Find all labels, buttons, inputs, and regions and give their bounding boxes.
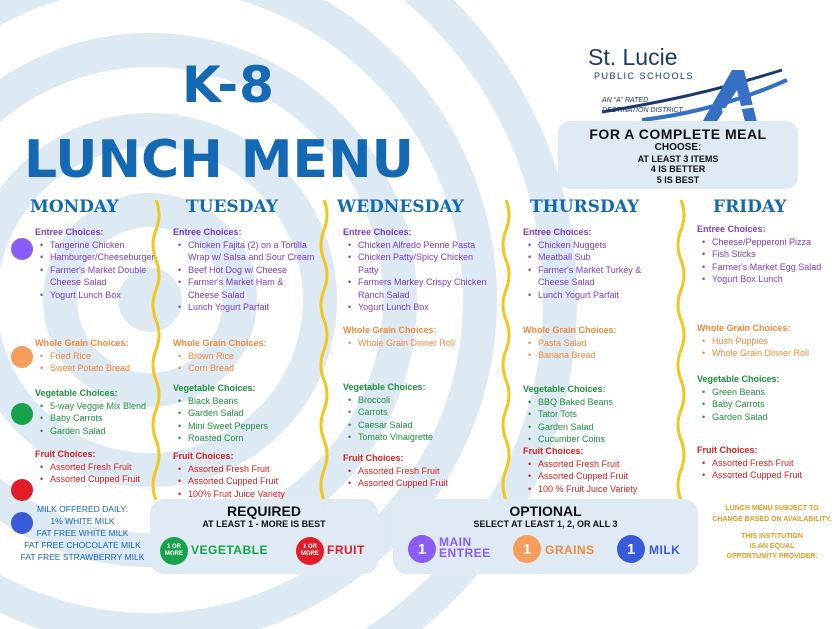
list-item: • Whole Grain Dinner Roll	[697, 347, 809, 360]
list-item: • Assorted Fresh Fruit	[343, 465, 448, 478]
optional-milk-label: MILK	[649, 543, 681, 557]
notice-line-4: IS AN EQUAL	[749, 543, 795, 550]
list-item: • Yogurt Lunch Box	[343, 301, 493, 314]
complete-meal-box	[558, 121, 798, 189]
tuesday-vegetable-title: Vegetable Choices:	[173, 383, 256, 393]
optional-entree-badge: 1	[408, 535, 436, 563]
milk-line-3: FAT FREE WHITE MILK	[36, 528, 129, 538]
list-item: • Assorted Fresh Fruit	[697, 457, 802, 470]
title-lunch-menu: LUNCH MENU	[24, 130, 414, 190]
monday-entree-section	[35, 226, 155, 301]
list-item: • Lunch Yogurt Parfait	[523, 289, 671, 302]
optional-grains-label: GRAINS	[545, 543, 595, 557]
list-item: • Fish Sticks	[697, 248, 821, 261]
thursday-column	[523, 226, 671, 498]
optional-milk-badge: 1	[617, 535, 645, 563]
complete-meal-line-3: 5 IS BEST	[656, 174, 700, 185]
monday-fruit-section	[35, 448, 140, 486]
grain-dot-icon	[11, 346, 33, 368]
monday-column	[35, 226, 153, 496]
tuesday-grain-title: Whole Grain Choices:	[173, 338, 267, 348]
list-item: • Banana Bread	[523, 349, 617, 362]
list-item: • 5-way Veggie Mix Blend	[35, 400, 146, 413]
monday-grain-title: Whole Grain Choices:	[35, 338, 129, 348]
list-item: • Farmer's Market Double Cheese Salad	[35, 264, 155, 289]
required-box	[150, 499, 378, 574]
list-item: • Tomato Vinaigrette	[343, 431, 433, 444]
thursday-entree-section	[523, 226, 671, 301]
required-vegetable-badge: 1 OR MORE	[160, 537, 188, 565]
thursday-entree-title: Entree Choices:	[523, 227, 592, 237]
complete-meal-line-2: 4 IS BETTER	[650, 164, 706, 174]
list-item: • Broccoli	[343, 394, 433, 407]
friday-entree-title: Entree Choices:	[697, 224, 766, 234]
thursday-fruit-section	[523, 445, 637, 495]
monday-vegetable-section	[35, 387, 146, 437]
list-item: • Roasted Corn	[173, 432, 268, 445]
milk-line-1: MILK OFFERED DAILY:	[36, 504, 128, 514]
separator-wave-2	[318, 200, 330, 500]
list-item: • Carrots	[343, 406, 433, 419]
vegetable-dot-icon	[11, 403, 33, 425]
list-item: • Garden Salad	[697, 411, 780, 424]
friday-grain-title: Whole Grain Choices:	[697, 323, 791, 333]
milk-line-4: FAT FREE CHOCOLATE MILK	[24, 540, 141, 550]
list-item: • Whole Grain Dinner Roll	[343, 337, 455, 350]
entree-dot-icon	[11, 238, 33, 260]
list-item: • Farmer's Market Turkey & Cheese Salad	[523, 264, 671, 289]
separator-wave-3	[500, 200, 512, 500]
list-item: • Farmers Markey Crispy Chicken Ranch Salad	[343, 276, 493, 301]
list-item: • Hush Puppies	[697, 335, 809, 348]
thursday-grain-title: Whole Grain Choices:	[523, 325, 617, 335]
list-item: • Sweet Potato Bread	[35, 362, 130, 375]
list-item: • Baby Carrots	[35, 412, 146, 425]
required-subtitle: AT LEAST 1 - MORE IS BEST	[202, 519, 326, 529]
list-item: • Black Beans	[173, 395, 268, 408]
day-header-monday: MONDAY	[30, 197, 119, 217]
logo-tagline-1: AN “A” RATED	[602, 97, 649, 104]
thursday-grain-section	[523, 324, 617, 362]
list-item: • Garden Salad	[523, 421, 613, 434]
optional-subtitle: SELECT AT LEAST 1, 2, OR ALL 3	[473, 519, 618, 529]
list-item: • Tangerine Chicken	[35, 239, 155, 252]
wednesday-fruit-section	[343, 452, 448, 490]
friday-entree-section	[697, 223, 821, 286]
logo-tagline-2: DESTINATION DISTRICT	[602, 107, 683, 114]
list-item: • Lunch Yogurt Parfait	[173, 301, 315, 314]
list-item: • Assorted Fresh Fruit	[523, 458, 637, 471]
list-item: • Meatball Sub	[523, 251, 671, 264]
list-item: • Chicken Fajita (2) on a Tortilla Wrap w/ Salsa and Sour Cream	[173, 239, 315, 264]
notice-line-1: LUNCH MENU SUBJECT TO	[725, 505, 819, 512]
list-item: • Farmer's Market Ham & Cheese Salad	[173, 276, 315, 301]
friday-vegetable-section	[697, 373, 780, 423]
list-item: • Caesar Salad	[343, 419, 433, 432]
thursday-fruit-title: Fruit Choices:	[523, 446, 584, 456]
milk-line-2: 1% WHITE MILK	[50, 516, 115, 526]
required-fruit-label: FRUIT	[327, 543, 365, 557]
wednesday-entree-section	[343, 226, 493, 314]
thursday-vegetable-section	[523, 383, 613, 446]
wednesday-grain-section	[343, 324, 455, 349]
list-item: • Yogurt Lunch Box	[35, 289, 155, 302]
required-fruit-badge: 1 OR MORE	[296, 537, 324, 565]
wednesday-vegetable-title: Vegetable Choices:	[343, 382, 426, 392]
wednesday-entree-title: Entree Choices:	[343, 227, 412, 237]
complete-meal-line-1: AT LEAST 3 ITEMS	[637, 153, 719, 164]
list-item: • Mini Sweet Peppers	[173, 420, 268, 433]
fruit-dot-icon	[11, 479, 33, 501]
notice-line-5: OPPORTUNITY PROVIDER.	[726, 553, 818, 560]
list-item: • Garden Salad	[173, 407, 268, 420]
list-item: • Farmer's Market Egg Salad	[697, 261, 821, 274]
monday-fruit-title: Fruit Choices:	[35, 449, 96, 459]
friday-grain-section	[697, 322, 809, 360]
list-item: • Fried Rice	[35, 350, 130, 363]
list-item: • Garden Salad	[35, 425, 146, 438]
list-item: • Beef Hot Dog w/ Cheese	[173, 264, 315, 277]
tuesday-column	[173, 226, 315, 500]
tuesday-entree-title: Entree Choices:	[173, 227, 242, 237]
milk-offered	[20, 503, 145, 563]
list-item: • Assorted Cupped Fruit	[173, 475, 285, 488]
list-item: • Corn Bread	[173, 362, 267, 375]
friday-fruit-title: Fruit Choices:	[697, 445, 758, 455]
milk-line-5: FAT FREE STRAWBERRY MILK	[20, 552, 145, 562]
wednesday-column	[343, 226, 493, 496]
day-header-wednesday: WEDNESDAY	[337, 197, 464, 217]
wednesday-vegetable-section	[343, 381, 433, 444]
list-item: • Assorted Fresh Fruit	[173, 463, 285, 476]
day-header-thursday: THURSDAY	[530, 197, 640, 217]
list-item: • Chicken Alfredo Penne Pasta	[343, 239, 493, 252]
list-item: • Assorted Cupped Fruit	[35, 473, 140, 486]
list-item: • Brown Rice	[173, 350, 267, 363]
monday-grain-section	[35, 337, 130, 375]
list-item: • Yogurt Box Lunch	[697, 273, 821, 286]
logo-subtitle: PUBLIC SCHOOLS	[594, 71, 695, 81]
tuesday-fruit-section	[173, 450, 285, 500]
friday-fruit-section	[697, 444, 802, 482]
complete-meal-choose: CHOOSE:	[654, 142, 702, 153]
list-item: • Cucumber Coins	[523, 433, 613, 446]
optional-grains-badge: 1	[513, 535, 541, 563]
notice-line-3: THIS INSTITUTION	[741, 533, 803, 540]
list-item: • Assorted Cupped Fruit	[523, 470, 637, 483]
list-item: • BBQ Baked Beans	[523, 396, 613, 409]
friday-vegetable-title: Vegetable Choices:	[697, 374, 780, 384]
separator-wave-4	[675, 200, 687, 500]
wednesday-fruit-title: Fruit Choices:	[343, 453, 404, 463]
optional-entree-label-1: MAIN	[439, 535, 472, 549]
day-header-friday: FRIDAY	[713, 197, 787, 217]
optional-entree-label-2: ENTREE	[439, 546, 491, 560]
list-item: • 100 % Fruit Juice Variety	[523, 483, 637, 496]
logo-name: St. Lucie	[588, 44, 678, 70]
optional-box	[393, 499, 698, 574]
list-item: • Chicken Patty/Spicy Chicken Patty	[343, 251, 493, 276]
list-item: • Chicken Nuggets	[523, 239, 671, 252]
list-item: • Green Beans	[697, 386, 780, 399]
list-item: • Assorted Cupped Fruit	[343, 477, 448, 490]
availability-notice	[708, 504, 836, 525]
list-item: • Tator Tots	[523, 408, 613, 421]
tuesday-grain-section	[173, 337, 267, 375]
optional-entree-label	[439, 537, 491, 559]
tuesday-entree-section	[173, 226, 315, 314]
friday-column	[697, 223, 835, 485]
district-logo	[582, 40, 792, 128]
list-item: • Pasta Salad	[523, 337, 617, 350]
optional-title: OPTIONAL	[509, 503, 582, 519]
notice-line-2: CHANGE BASED ON AVAILABILITY.	[712, 515, 832, 523]
tuesday-fruit-title: Fruit Choices:	[173, 451, 234, 461]
equal-opportunity-notice	[708, 532, 836, 562]
thursday-vegetable-title: Vegetable Choices:	[523, 384, 606, 394]
list-item: • Assorted Cupped Fruit	[697, 469, 802, 482]
complete-meal-title: FOR A COMPLETE MEAL	[589, 126, 767, 142]
monday-entree-title: Entree Choices:	[35, 227, 104, 237]
list-item: • 100% Fruit Juice Variety	[173, 488, 285, 501]
tuesday-vegetable-section	[173, 382, 268, 445]
list-item: • Cheese/Pepperoni Pizza	[697, 236, 821, 249]
monday-vegetable-title: Vegetable Choices:	[35, 388, 118, 398]
list-item: • Hamburger/Cheeseburger	[35, 251, 155, 264]
list-item: • Assorted Fresh Fruit	[35, 461, 140, 474]
day-header-tuesday: TUESDAY	[186, 197, 278, 217]
wednesday-grain-title: Whole Grain Choices:	[343, 325, 437, 335]
required-title: REQUIRED	[227, 503, 301, 519]
required-vegetable-label: VEGETABLE	[191, 543, 268, 557]
title-k8: K-8	[182, 56, 275, 114]
list-item: • Baby Carrots	[697, 398, 780, 411]
